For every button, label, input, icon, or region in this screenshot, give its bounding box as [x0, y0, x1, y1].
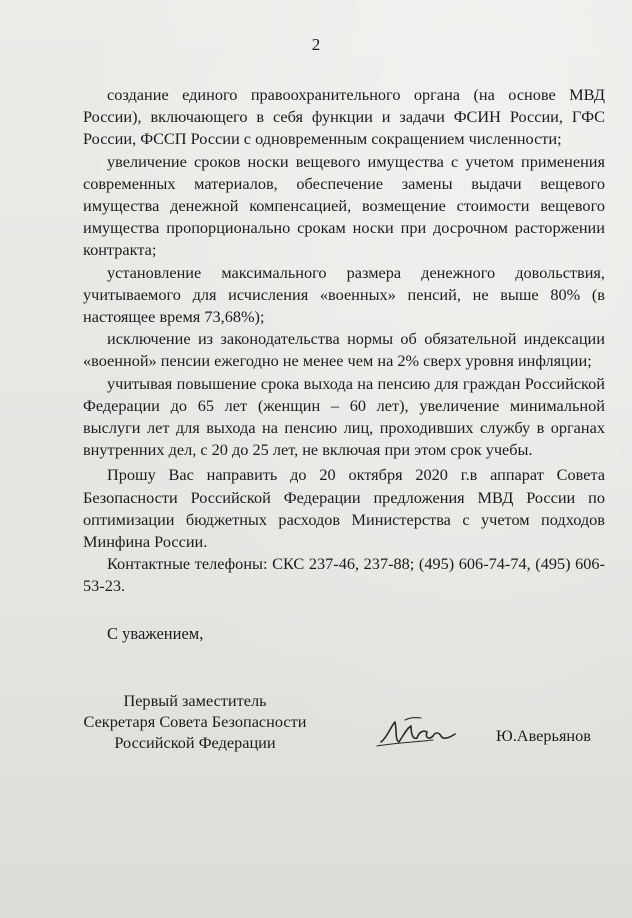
paragraph-service-length: учитывая повышение срока выхода на пенсию для граждан Российской Федерации до 65 лет (женщин – 60 лет), увеличение минимальной выслуги лет для выхода на пенсию лиц, проходивших службу в органах внутренних дел, с 20 до 25 лет, не включая при этом срок учебы.: [83, 373, 605, 460]
paragraph-pension-allowance-cap: установление максимального размера денежного довольствия, учитываемого для исчисления «военных» пенсий, не выше 80% (в настоящее время 73,68%);: [83, 262, 605, 327]
paragraph-unified-agency: создание единого правоохранительного органа (на основе МВД России), включающего в себя функции и задачи ФСИН России, ГФС России, ФССП России с одновременным сокращением численности;: [83, 85, 605, 149]
paragraph-clothing-allowance: увеличение сроков носки вещевого имущества с учетом применения современных материалов, обеспечение замены выдачи вещевого имущества денежной компенсацией, возмещение стоимости вещевого имущества пропорционально срокам носки при досрочном расторжении контракта;: [83, 151, 605, 260]
signer-name: Ю.Аверьянов: [496, 726, 591, 745]
paragraph-contact-phones: Контактные телефоны: СКС 237-46, 237-88; (495) 606-74-74, (495) 606-53-23.: [83, 554, 605, 596]
closing-salutation: С уважением,: [107, 624, 204, 643]
signer-title-line: Российской Федерации: [114, 733, 276, 752]
signer-title: [60, 690, 330, 753]
signer-title-line: Первый заместитель: [123, 691, 267, 710]
paragraph-pension-indexation: исключение из законодательства нормы об обязательной индексации «военной» пенсии ежегодно не менее чем на 2% сверх уровня инфляции;: [83, 329, 605, 371]
letter-body: [83, 84, 605, 598]
handwritten-signature: [375, 712, 465, 752]
signer-title-line: Секретаря Совета Безопасности: [83, 712, 307, 731]
paragraph-request: Прошу Вас направить до 20 октября 2020 г.в аппарат Совета Безопасности Российской Федерации предложения МВД России по оптимизации бюджетных расходов Министерства с учетом подходов Минфина России.: [83, 465, 605, 552]
page-number: 2: [311, 35, 321, 54]
